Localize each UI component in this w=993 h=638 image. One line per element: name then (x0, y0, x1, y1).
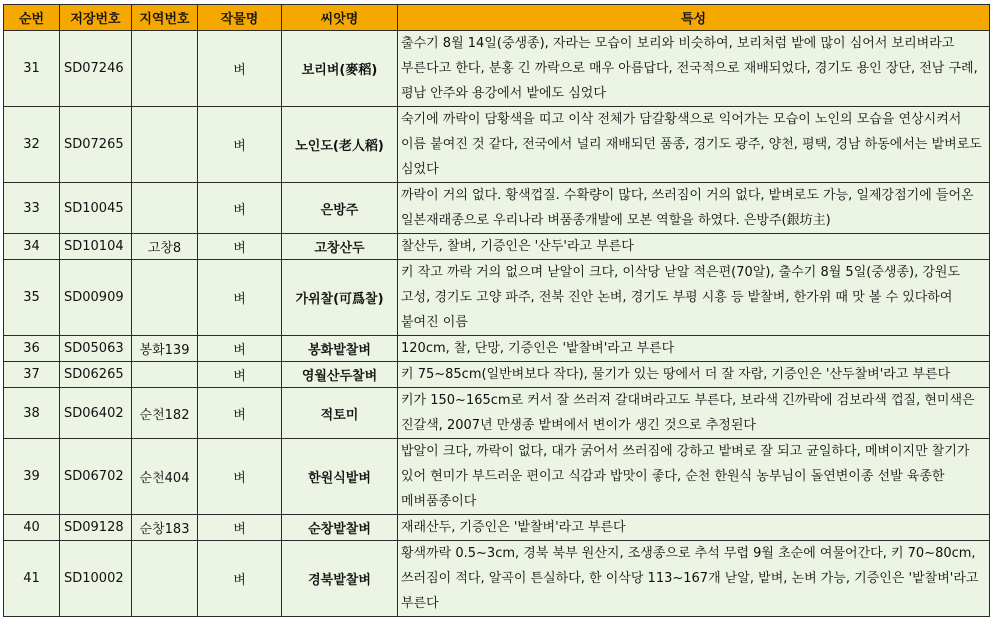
region-code: 순천404 (132, 439, 198, 515)
storage-code: SD05063 (60, 336, 132, 362)
seed-name: 한원식밭벼 (282, 439, 398, 515)
crop-name: 벼 (198, 388, 282, 439)
seed-name: 가위찰(可爲찰) (282, 260, 398, 336)
table-row (4, 362, 990, 388)
region-code: 순천182 (132, 388, 198, 439)
header-region-code: 지역번호 (132, 5, 198, 31)
crop-name: 벼 (198, 541, 282, 617)
crop-name: 벼 (198, 107, 282, 183)
region-code (132, 183, 198, 234)
table-row (4, 388, 990, 439)
seed-name: 은방주 (282, 183, 398, 234)
row-number: 41 (4, 541, 60, 617)
row-number: 36 (4, 336, 60, 362)
seed-name: 적토미 (282, 388, 398, 439)
table-row (4, 31, 990, 107)
storage-code: SD10045 (60, 183, 132, 234)
row-number: 38 (4, 388, 60, 439)
storage-code: SD00909 (60, 260, 132, 336)
region-code (132, 260, 198, 336)
crop-name: 벼 (198, 31, 282, 107)
crop-name: 벼 (198, 439, 282, 515)
row-number: 40 (4, 515, 60, 541)
crop-name: 벼 (198, 260, 282, 336)
region-code (132, 31, 198, 107)
table-row (4, 541, 990, 617)
header-no: 순번 (4, 5, 60, 31)
table-body (4, 31, 990, 617)
characteristics: 키가 150~165cm로 커서 잘 쓰러져 갈대벼라고도 부른다, 보라색 긴까락에 검보라색 껍질, 현미색은 진갈색, 2007년 만생종 밭벼에서 변이가 생긴 것으로 추정된다 (398, 388, 990, 439)
storage-code: SD09128 (60, 515, 132, 541)
crop-name: 벼 (198, 183, 282, 234)
row-number: 37 (4, 362, 60, 388)
table-row (4, 515, 990, 541)
table-row (4, 234, 990, 260)
storage-code: SD07265 (60, 107, 132, 183)
seed-name: 경북밭찰벼 (282, 541, 398, 617)
characteristics: 120cm, 찰, 단망, 기증인은 '밭찰벼'라고 부른다 (398, 336, 990, 362)
region-code: 봉화139 (132, 336, 198, 362)
table-row (4, 439, 990, 515)
crop-name: 벼 (198, 336, 282, 362)
characteristics: 황색까락 0.5~3cm, 경북 북부 원산지, 조생종으로 추석 무렵 9월 초순에 여물어간다, 키 70~80cm, 쓰러짐이 적다, 알곡이 튼실하다, 한 이삭당 113~167개 낟알, 밭벼, 논벼 가능, 기증인은 '밭찰벼'라고 부른다 (398, 541, 990, 617)
header-storage-code: 저장번호 (60, 5, 132, 31)
header-row (4, 5, 990, 31)
seed-table (3, 4, 990, 617)
characteristics: 키 작고 까락 거의 없으며 낟알이 크다, 이삭당 낟알 적은편(70알), 출수기 8월 5일(중생종), 강원도 고성, 경기도 고양 파주, 전북 진안 논벼, 경기도 부평 시흥 등 밭찰벼, 한가위 때 맛 볼 수 있다하여 붙여진 이름 (398, 260, 990, 336)
characteristics: 밥알이 크다, 까락이 없다, 대가 굵어서 쓰러짐에 강하고 밭벼로 잘 되고 균일하다, 메벼이지만 찰기가 있어 현미가 부드러운 편이고 식감과 밥맛이 좋다, 순천 한원식 농부님이 돌연변이종 선발 육종한 메벼품종이다 (398, 439, 990, 515)
row-number: 33 (4, 183, 60, 234)
table-row (4, 336, 990, 362)
table-row (4, 107, 990, 183)
region-code (132, 541, 198, 617)
region-code (132, 107, 198, 183)
characteristics: 까락이 거의 없다. 황색껍질. 수확량이 많다, 쓰러짐이 거의 없다, 밭벼로도 가능, 일제강점기에 들어온 일본재래종으로 우리나라 벼품종개발에 모본 역할을 하였다. 은방주(銀坊主) (398, 183, 990, 234)
seed-name: 고창산두 (282, 234, 398, 260)
row-number: 31 (4, 31, 60, 107)
row-number: 32 (4, 107, 60, 183)
characteristics: 키 75~85cm(일반벼보다 작다), 물기가 있는 땅에서 더 잘 자람, 기증인은 '산두찰벼'라고 부른다 (398, 362, 990, 388)
crop-name: 벼 (198, 362, 282, 388)
header-characteristics: 특성 (398, 5, 990, 31)
storage-code: SD10002 (60, 541, 132, 617)
table-row (4, 260, 990, 336)
region-code (132, 362, 198, 388)
header-seed-name: 씨앗명 (282, 5, 398, 31)
storage-code: SD10104 (60, 234, 132, 260)
characteristics: 출수기 8월 14일(중생종), 자라는 모습이 보리와 비슷하여, 보리처럼 밭에 많이 심어서 보리벼라고 부른다고 한다, 분홍 긴 까락으로 매우 아름답다, 전국적으로 재배되었다, 경기도 용인 장단, 전남 구례, 평남 안주와 용강에서 밭에도 심었다 (398, 31, 990, 107)
storage-code: SD06402 (60, 388, 132, 439)
characteristics: 숙기에 까락이 담황색을 띠고 이삭 전체가 담갈황색으로 익어가는 모습이 노인의 모습을 연상시켜서 이름 붙여진 것 같다, 전국에서 널리 재배되던 품종, 경기도 광주, 양천, 평택, 경남 하동에서는 밭벼로도 심었다 (398, 107, 990, 183)
seed-name: 보리벼(麥稻) (282, 31, 398, 107)
crop-name: 벼 (198, 515, 282, 541)
seed-name: 순창밭찰벼 (282, 515, 398, 541)
region-code: 순창183 (132, 515, 198, 541)
table-row (4, 183, 990, 234)
storage-code: SD06702 (60, 439, 132, 515)
storage-code: SD07246 (60, 31, 132, 107)
row-number: 39 (4, 439, 60, 515)
seed-name: 노인도(老人稻) (282, 107, 398, 183)
row-number: 35 (4, 260, 60, 336)
region-code: 고창8 (132, 234, 198, 260)
characteristics: 재래산두, 기증인은 '밭찰벼'라고 부른다 (398, 515, 990, 541)
crop-name: 벼 (198, 234, 282, 260)
seed-name: 봉화밭찰벼 (282, 336, 398, 362)
row-number: 34 (4, 234, 60, 260)
seed-name: 영월산두찰벼 (282, 362, 398, 388)
characteristics: 찰산두, 찰벼, 기증인은 '산두'라고 부른다 (398, 234, 990, 260)
header-crop: 작물명 (198, 5, 282, 31)
table-header (4, 5, 990, 31)
storage-code: SD06265 (60, 362, 132, 388)
